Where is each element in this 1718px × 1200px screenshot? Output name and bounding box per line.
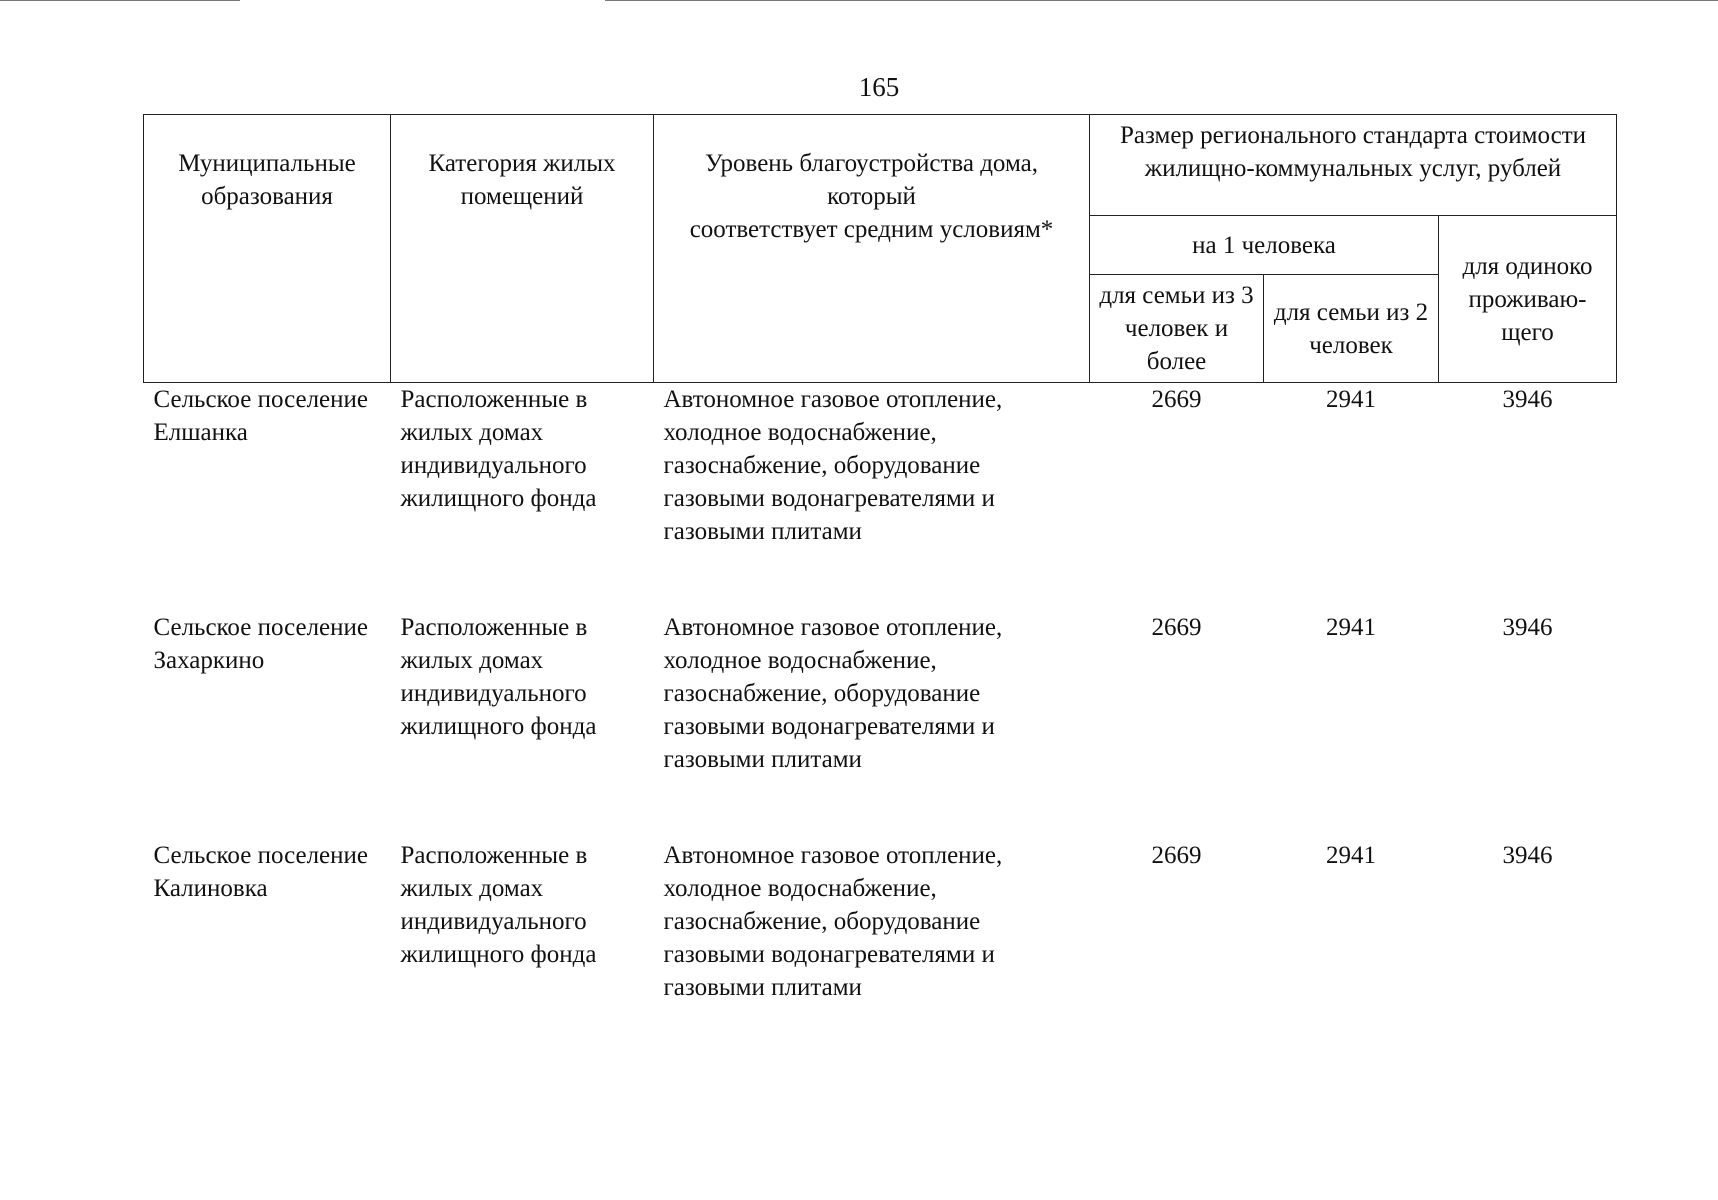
cell-family2: 2941 (1326, 386, 1376, 413)
cell-municipality: Сельское поселение Калиновка (153, 842, 369, 902)
header-level-line2: соответствует средним условиям* (689, 216, 1054, 243)
header-municipal: Муниципальные образования (144, 115, 391, 383)
table-row (144, 383, 1617, 612)
header-single: для одиноко проживаю-щего (1439, 216, 1617, 383)
cell-family3: 2669 (1151, 842, 1202, 869)
page-number: 165 (858, 72, 900, 102)
header-group-title-line1: Размер регионального стандарта стоимости (1119, 122, 1587, 149)
scan-edge-line-right (605, 0, 1718, 1)
table-row (144, 839, 1617, 1004)
cell-single: 3946 (1502, 386, 1553, 413)
table-body (144, 383, 1617, 1005)
cell-family3: 2669 (1151, 386, 1202, 413)
table-row (144, 611, 1617, 839)
cell-family2: 2941 (1326, 842, 1376, 869)
cell-level: Автономное газовое отопление, холодное водоснабжение, газоснабжение, оборудование газовыми водонагревателями и газовыми плитами (663, 386, 1003, 545)
header-family3: для семьи из 3 человек и более (1090, 275, 1264, 383)
header-per-person: на 1 человека (1090, 216, 1439, 275)
header-family2: для семьи из 2 человек (1264, 275, 1439, 383)
cell-level: Автономное газовое отопление, холодное водоснабжение, газоснабжение, оборудование газовыми водонагревателями и газовыми плитами (663, 842, 1003, 1001)
cell-municipality: Сельское поселение Елшанка (153, 386, 369, 446)
cell-single: 3946 (1502, 842, 1553, 869)
table-header (144, 115, 1617, 383)
header-level-line1: Уровень благоустройства дома, который (705, 150, 1038, 210)
header-category: Категория жилых помещений (391, 115, 654, 383)
cell-category: Расположенные в жилых домах индивидуального жилищного фонда (400, 842, 597, 968)
cell-single: 3946 (1502, 614, 1553, 641)
cell-family2: 2941 (1326, 614, 1376, 641)
header-group-title (1090, 115, 1617, 216)
cell-level: Автономное газовое отопление, холодное водоснабжение, газоснабжение, оборудование газовыми водонагревателями и газовыми плитами (663, 614, 1003, 773)
header-group-title-line2: жилищно-коммунальных услуг, рублей (1144, 155, 1562, 182)
cell-category: Расположенные в жилых домах индивидуального жилищного фонда (400, 614, 597, 740)
cell-category: Расположенные в жилых домах индивидуального жилищного фонда (400, 386, 597, 512)
cell-municipality: Сельское поселение Захаркино (153, 614, 369, 674)
header-level (654, 115, 1090, 383)
housing-cost-standard-table (143, 114, 1617, 1004)
cell-family3: 2669 (1151, 614, 1202, 641)
scan-edge-line-left (0, 0, 240, 1)
